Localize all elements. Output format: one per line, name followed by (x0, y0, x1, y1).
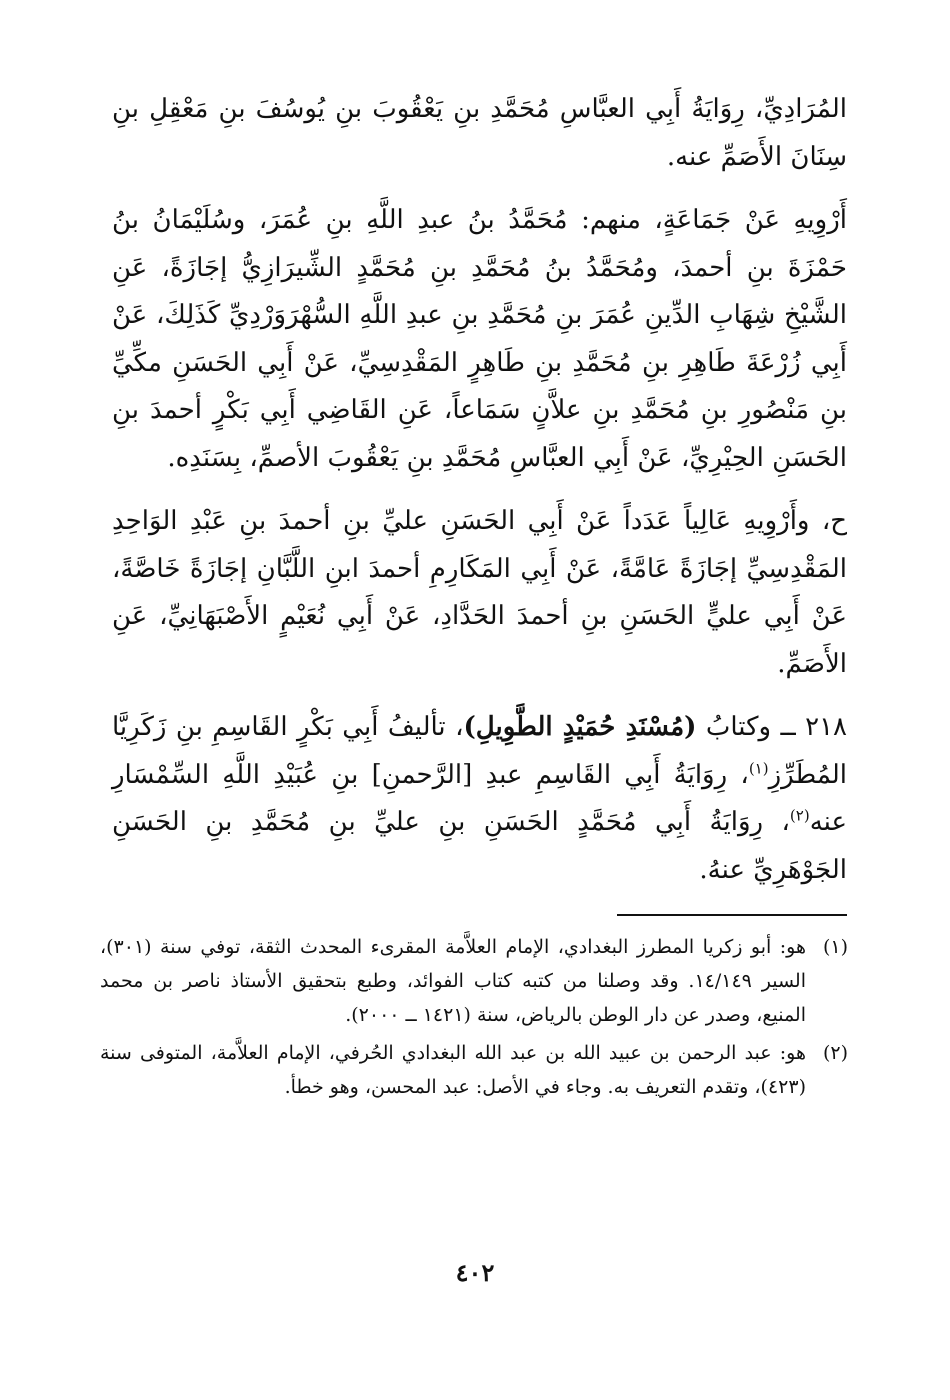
footnote-ref-2: (٢) (789, 806, 810, 825)
footnote-1 (100, 930, 848, 1032)
entry-number: ٢١٨ (805, 712, 848, 742)
entry-part-1: ، تأليفُ أَبِي بَكْرٍ القَاسِمِ بنِ زَكَرِيَّا المُطَرِّزِ (112, 712, 847, 790)
entry-lead: وكتابُ (705, 712, 772, 742)
paragraph-2: أَرْوِيهِ عَنْ جَمَاعَةٍ، منهم: مُحَمَّدُ بنُ عبدِ اللَّهِ بنِ عُمَرَ، وسُلَيْمَانُ بنُ حَمْزَةَ بنِ أحمدَ، ومُحَمَّدُ بنُ مُحَمَّدِ بنِ مُحَمَّدٍ الشِّيرَازِيُّ إجَازَةً، عَنِ الشَّيْخِ شِهَابِ الدِّينِ عُمَرَ بنِ مُحَمَّدِ بنِ عبدِ اللَّهِ السُّهْرَوَرْدِيِّ كَذَلِكَ، عَنْ أَبِي زُرْعَةَ طَاهِرِ بنِ مُحَمَّدِ بنِ طَاهِرٍ المَقْدِسِيِّ، عَنْ أَبِي الحَسَنِ مكِّيِّ بنِ مَنْصُورِ بنِ مُحَمَّدِ بنِ علاَّنٍ سَمَاعاً، عَنِ القَاضِي أَبِي بَكْرٍ أحمدَ بنِ الحَسَنِ الحِيْرِيِّ، عَنْ أَبِي العبَّاسِ مُحَمَّدِ بنِ يَعْقُوبَ الأصمِّ، بِسَنَدِه. (112, 205, 847, 473)
paragraph-1: المُرَادِيِّ، رِوَايَةُ أَبِي العبَّاسِ مُحَمَّدِ بنِ يَعْقُوبَ بنِ يُوسُفَ بنِ مَعْقِلِ بنِ سِنَانَ الأَصَمِّ عنه. (112, 94, 847, 172)
footnote-ref-1: (١) (748, 758, 769, 777)
footnote-text: هو: عبد الرحمن بن عبيد الله بن عبد الله البغدادي الحُرفي، الإمام العلاَّمة، المتوفى سنة (٤٢٣)، وتقدم التعريف به. وجاء في الأصل: عبد المحسن، وهو خطأ. (100, 1042, 806, 1098)
entry-part-3: ، رِوَايَةُ أَبِي مُحَمَّدٍ الحَسَنِ بنِ عليِّ بنِ مُحَمَّدِ بنِ الحَسَنِ الجَوْهَرِيِّ عنهُ. (112, 807, 847, 885)
footnote-number: (٢) (822, 1042, 848, 1064)
book-title: (مُسْنَدِ حُمَيْدٍ الطَّوِيلِ) (463, 712, 697, 742)
footnote-text: هو: أبو زكريا المطرز البغدادي، الإمام العلاَّمة المقرىء المحدث الثقة، توفي سنة (٣٠١)، السير ١٤/١٤٩. وقد وصلنا من كتبه كتاب الفوائد، وطبع بتحقيق الأستاذ ناصر بن محمد المنيع، وصدر عن دار الوطن بالرياض، سنة (١٤٢١ ــ ٢٠٠٠). (100, 936, 806, 1026)
footnote-divider (617, 914, 847, 916)
page-number: ٤٠٢ (455, 1258, 495, 1287)
entry-dash: ــ (780, 712, 796, 742)
paragraph-4 (112, 704, 847, 894)
entry-part-2: ، رِوَايَةُ أَبِي القَاسِمِ عبدِ [الرَّحمنِ] بنِ عُبَيْدِ اللَّهِ السِّمْسَارِ عنه (112, 759, 847, 837)
paragraph-3: ح، وأَرْوِيهِ عَالِياً عَدَداً عَنْ أَبِي الحَسَنِ عليِّ بنِ أحمدَ بنِ عَبْدِ الوَاحِدِ المَقْدِسِيِّ إجَازَةً عَامَّةً، عَنْ أَبِي المَكَارِمِ أحمدَ ابنِ اللَّبَّانِ إجَازَةً خَاصَّةً، عَنْ أَبِي عليٍّ الحَسَنِ بنِ أحمدَ الحَدَّادِ، عَنْ أَبِي نُعَيْمٍ الأَصْبَهَانِيِّ، عَنِ الأَصَمِّ. (112, 506, 847, 679)
main-text (112, 86, 847, 894)
footnote-2 (100, 1036, 848, 1104)
footnotes (100, 930, 848, 1108)
footnote-number: (١) (822, 936, 848, 958)
